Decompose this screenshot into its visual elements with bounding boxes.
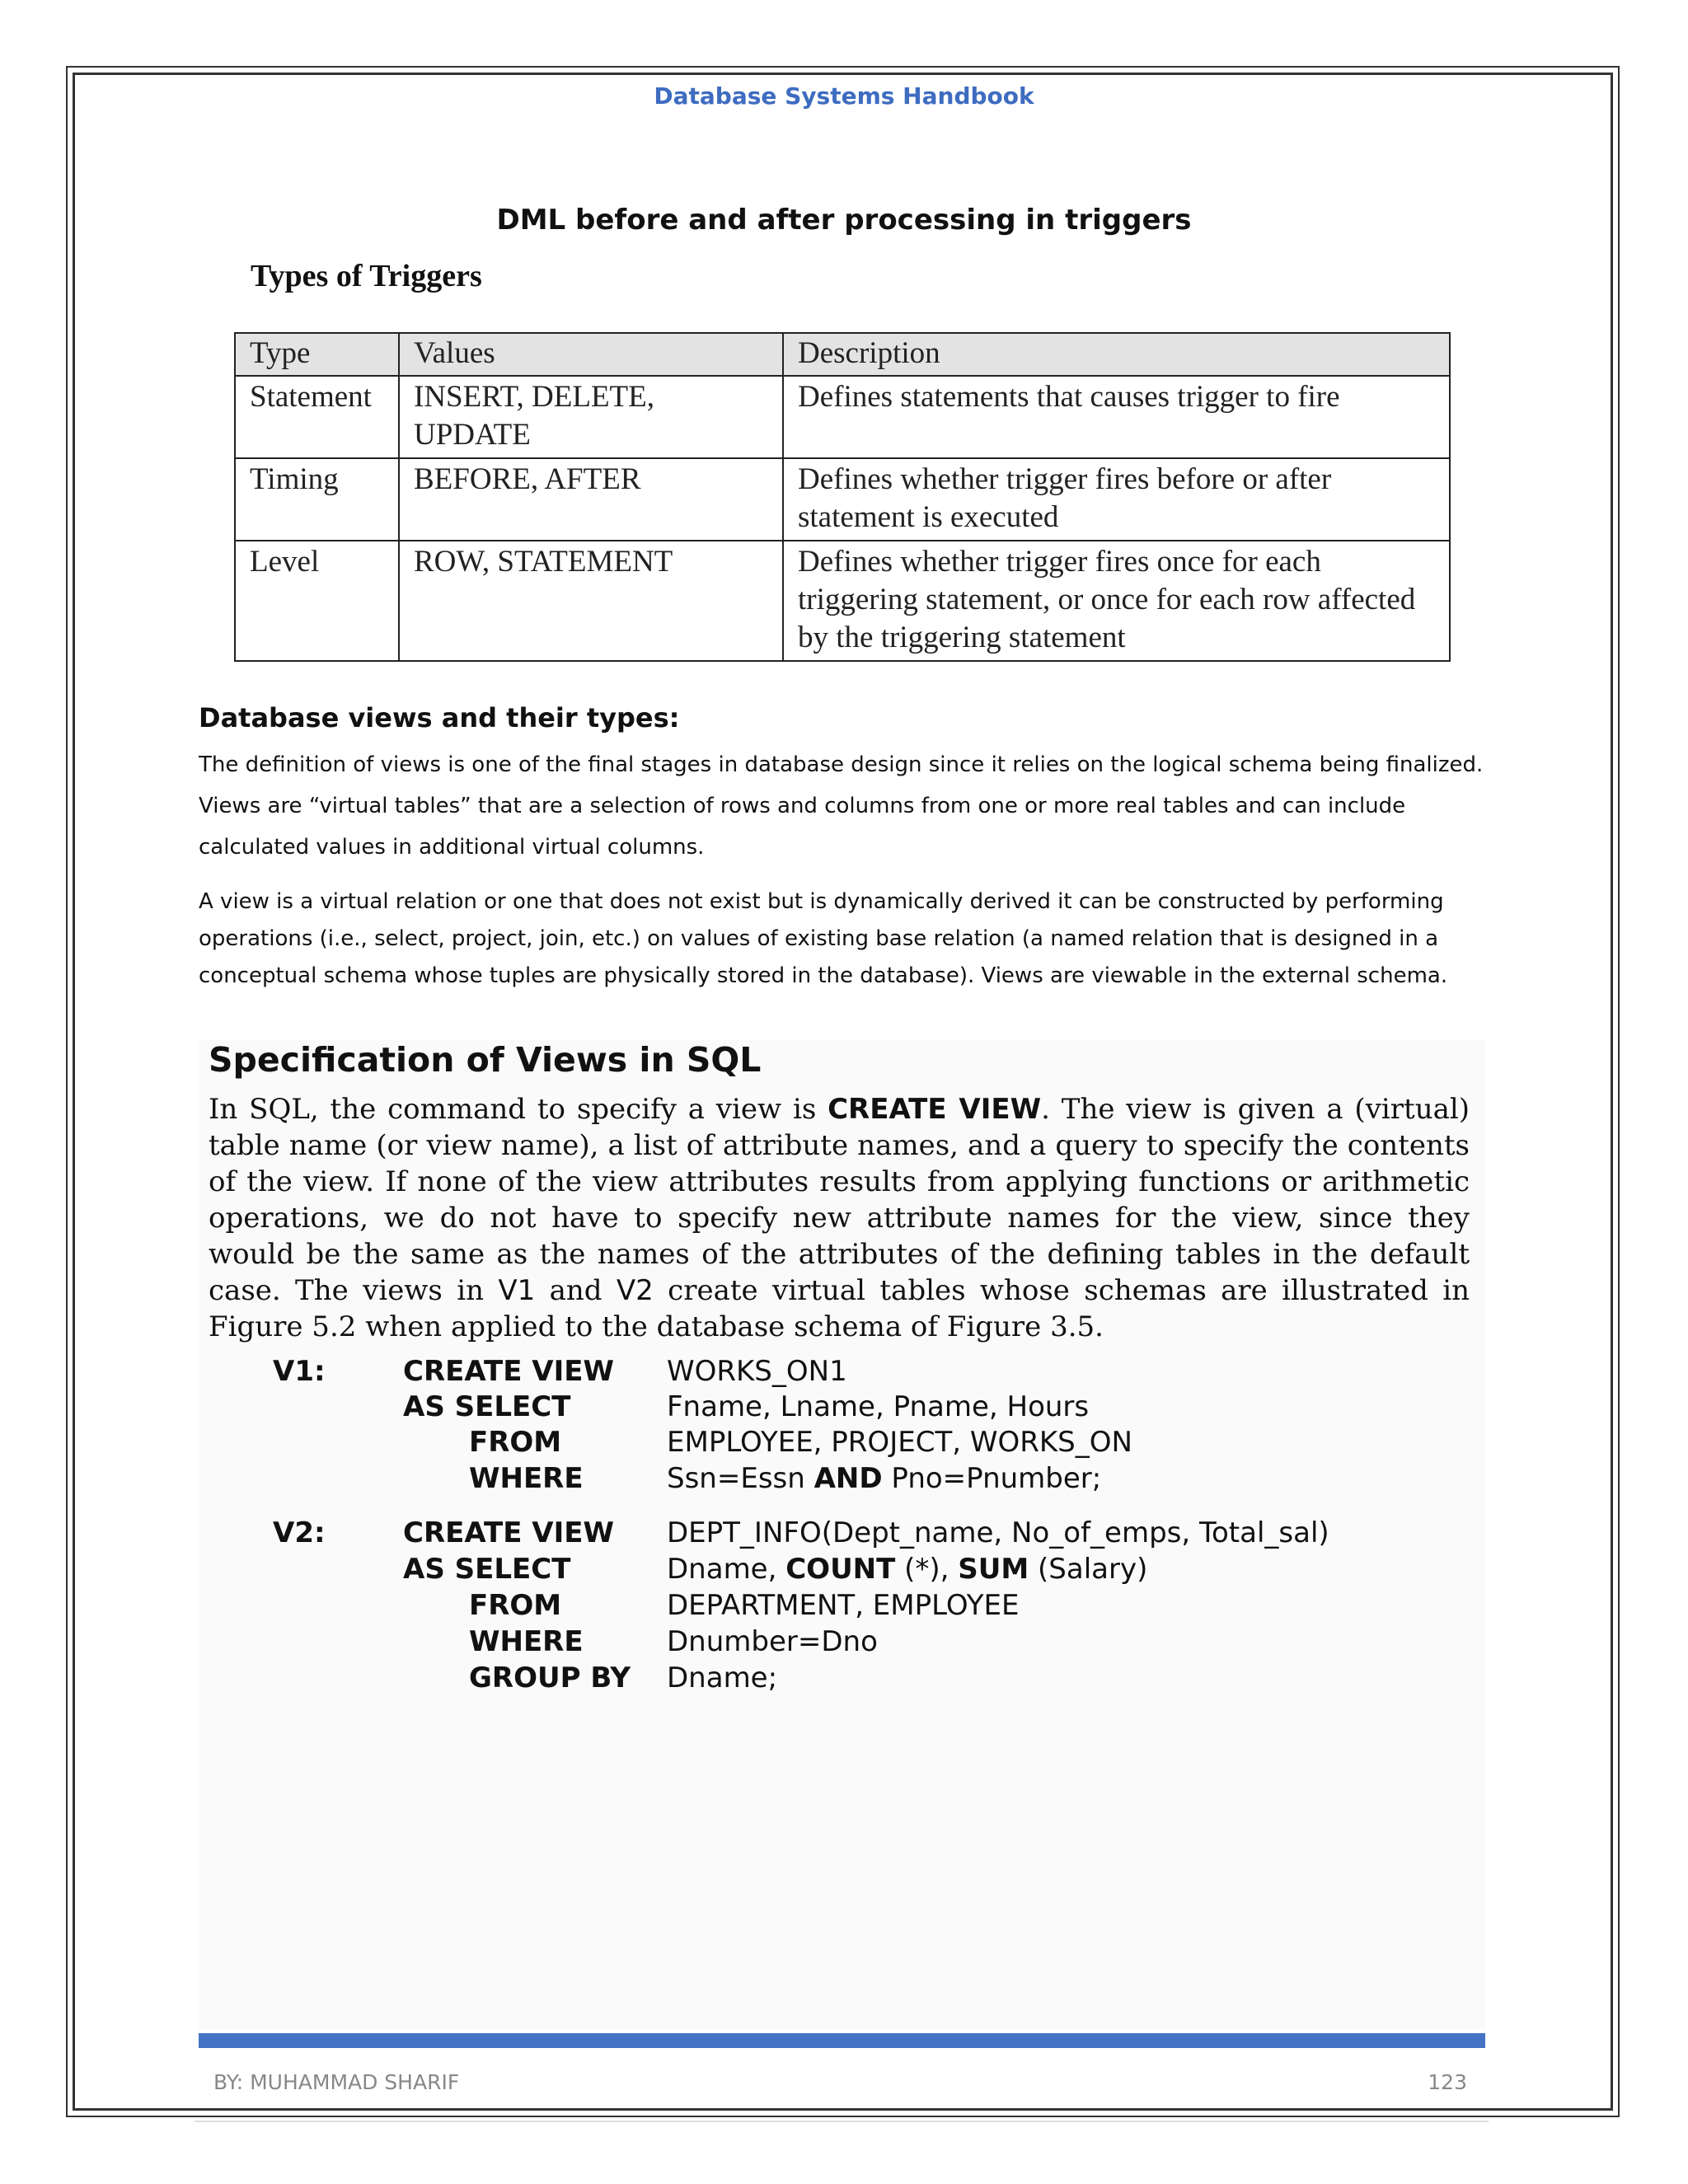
code-keyword: COUNT (785, 1553, 896, 1586)
v1-where-value (667, 1462, 1101, 1495)
v1-create-value: WORKS_ON1 (667, 1355, 847, 1388)
code-keyword: AND (814, 1462, 883, 1495)
bottom-divider (195, 2121, 1489, 2122)
v1-select-value: Fname, Lname, Pname, Hours (667, 1390, 1090, 1423)
v2-create-keyword: CREATE VIEW (403, 1516, 614, 1549)
spec-view-ref: V1 (498, 1274, 536, 1307)
v1-select-keyword: AS SELECT (403, 1390, 571, 1423)
v2-create-value: DEPT_INFO(Dept_name, No_of_emps, Total_sal) (667, 1516, 1329, 1549)
page-number: 123 (1428, 2070, 1467, 2094)
views-paragraph-2: A view is a virtual relation or one that does not exist but is dynamically derived it can be constructed by performing operations (i.e., select, project, join, etc.) on values of existing base relation (a named relation that is designed in a conceptual schema whose tuples are physically stored in the database). Views are viewable in the external schema. (199, 889, 1448, 988)
v1-where-keyword: WHERE (469, 1462, 584, 1495)
table-cell: BEFORE, AFTER (399, 458, 783, 541)
v2-from-value: DEPARTMENT, EMPLOYEE (667, 1589, 1020, 1622)
v2-groupby-value: Dname; (667, 1661, 778, 1694)
v2-where-value: Dnumber=Dno (667, 1625, 878, 1658)
spec-text-part: create virtual tables whose schemas are illustrated in Figure 5.2 when applied to the database schema of Figure 3.5. (209, 1274, 1470, 1343)
sql-views-figure (199, 1040, 1485, 2029)
spec-text-part: In SQL, the command to specify a view is (209, 1093, 828, 1126)
table-cell: Defines statements that causes trigger to fire (783, 376, 1450, 458)
triggers-figure-heading: Types of Triggers (251, 259, 482, 293)
table-header-row (235, 333, 1450, 376)
table-cell: Statement (235, 376, 399, 458)
table-row (235, 541, 1450, 661)
table-cell: ROW, STATEMENT (399, 541, 783, 661)
section-title: DML before and after processing in triggers (496, 204, 1192, 237)
views-heading: Database views and their types: (199, 702, 680, 733)
running-header: Database Systems Handbook (654, 82, 1034, 110)
spec-view-ref: V2 (616, 1274, 654, 1307)
spec-keyword: CREATE VIEW (828, 1093, 1042, 1126)
table-row (235, 376, 1450, 458)
footer-author: BY: MUHAMMAD SHARIF (213, 2070, 460, 2094)
v2-where-keyword: WHERE (469, 1625, 584, 1658)
code-text: Ssn=Essn (667, 1462, 814, 1495)
v1-from-keyword: FROM (469, 1426, 562, 1459)
table-row (235, 458, 1450, 541)
code-text: (Salary) (1029, 1553, 1148, 1586)
views-paragraph-1: The definition of views is one of the final stages in database design since it relies on the logical schema being finalized. Views are “virtual tables” that are a selection of rows and columns from one or more real tables and can include calculated values in additional virtual columns. (199, 752, 1484, 860)
code-text: Dname, (667, 1553, 786, 1586)
spec-text-part: and (535, 1274, 617, 1307)
trigger-types-table (234, 332, 1451, 662)
spec-paragraph (209, 1091, 1470, 1345)
code-text: (*), (895, 1553, 959, 1586)
column-header: Type (235, 333, 399, 376)
footer-bar (199, 2033, 1485, 2048)
v1-create-keyword: CREATE VIEW (403, 1355, 614, 1388)
v1-label: V1: (273, 1355, 326, 1388)
table-cell: Timing (235, 458, 399, 541)
v2-select-keyword: AS SELECT (403, 1553, 571, 1586)
table-cell: INSERT, DELETE, UPDATE (399, 376, 783, 458)
column-header: Description (783, 333, 1450, 376)
v2-label: V2: (273, 1516, 326, 1549)
spec-title: Specification of Views in SQL (209, 1040, 762, 1080)
v1-from-value: EMPLOYEE, PROJECT, WORKS_ON (667, 1426, 1132, 1459)
spec-text-part: . The view is given a (virtual) table name (or view name), a list of attribute names, and a query to specify the contents of the view. If none of the view attributes results from applying functions or arithmetic operations, we do not have to specify new attribute names for the view, since they would be the same as the names of the attributes of the defining tables in the default case. The views in (209, 1093, 1470, 1307)
v2-groupby-keyword: GROUP BY (469, 1661, 631, 1694)
column-header: Values (399, 333, 783, 376)
table-cell: Level (235, 541, 399, 661)
code-text: Pno=Pnumber; (882, 1462, 1102, 1495)
table-cell: Defines whether trigger fires once for each triggering statement, or once for each row affected by the triggering statement (783, 541, 1450, 661)
v2-from-keyword: FROM (469, 1589, 562, 1622)
table-cell: Defines whether trigger fires before or after statement is executed (783, 458, 1450, 541)
code-keyword: SUM (958, 1553, 1029, 1586)
v2-select-value (667, 1553, 1147, 1586)
